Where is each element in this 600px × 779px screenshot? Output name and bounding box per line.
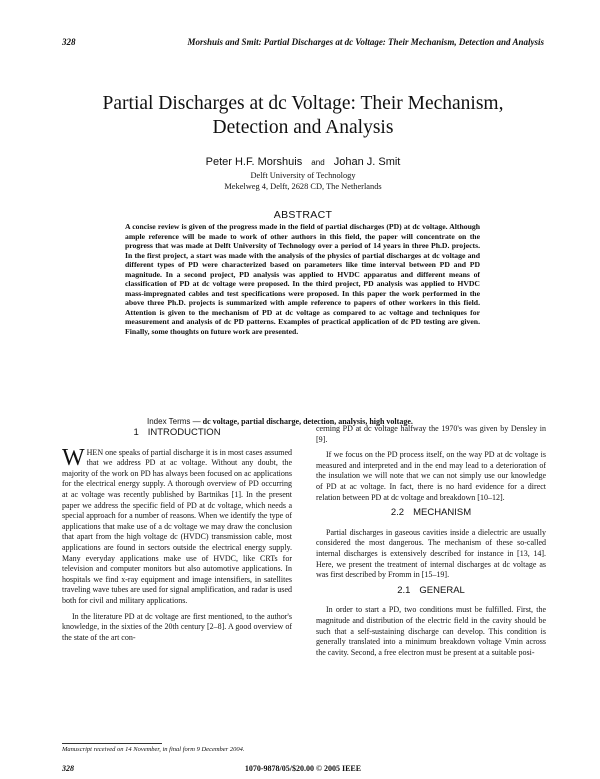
footnote: Manuscript received on 14 November, in final form 9 December 2004. <box>62 746 245 753</box>
paragraph: Partial discharges in gaseous cavities inside a dielectric are usually considered the most dangerous. The mechanism of these so-called internal discharges is extensively described for instance in [13, 14]. Here, we present the treatment of internal discharges at dc voltage as was first described by Fromm in [15–19]. <box>316 527 546 580</box>
paragraph <box>62 444 292 607</box>
paragraph: If we focus on the PD process itself, on the way PD at dc voltage is measured and interpreted and in the end may lead to a deterioration of the insulation we will note that we can not simply use our knowledge of PD at ac voltage. In fact, there is no hard evidence for a direct relation between PD at dc voltage and breakdown [10–12]. <box>316 450 546 502</box>
author-name: Johan J. Smit <box>333 156 401 168</box>
paragraph: cerning PD at dc voltage halfway the 1970's was given by Densley in [9]. <box>316 424 546 444</box>
running-title: Morshuis and Smit: Partial Discharges at dc Voltage: Their Mechanism, Detection and Analysis <box>187 37 544 47</box>
section-heading-introduction <box>62 428 292 439</box>
author-conjunction: and <box>311 158 325 167</box>
section-number: 2.1 <box>397 584 411 596</box>
section-title: INTRODUCTION <box>147 427 221 438</box>
paper-title <box>62 92 544 140</box>
affiliation-line-1: Delft University of Technology <box>250 171 356 180</box>
paragraph: In order to start a PD, two conditions must be fulfilled. First, the magnitude and distribution of the electric field in the cavity should be such that a self-sustaining discharge can develop. This condition is generally translated into a minimum breakdown voltage Vmin across the cavity. Second, a free electron must be present at a suitable posi- <box>316 605 546 657</box>
right-column <box>316 424 546 663</box>
paragraph-text: HEN one speaks of partial discharge it is in most cases assumed that we address PD at ac voltage. Without any doubt, the majority of the work on PD has always been focused on ac applications for the electrical energy supply. A thorough overview of PD occurring at ac voltage was recently published by Bartnikas [1]. In the present paper we address the specific field of PD at dc voltage, which needs a special approach for a number of reasons. When we identify the type of applications that make use of a dc voltage we may draw the conclusion that apart from the high voltage dc (HVDC) transmission cable, most applications are found in sectors outside the electrical energy supply. Many everyday applications make use of HVDC, like CRTs for television and computer monitors but also automotive applications. In hospitals we find x-ray equipment and image intensifiers, in satellites traveling wave tubes are used for signal amplification, and radar is used both for civil and military applications. <box>62 447 292 605</box>
paragraph: In the literature PD at dc voltage are first mentioned, to the author's knowledge, in the sixties of the 20th century [2–8]. A good overview of the state of the art con- <box>62 611 292 642</box>
footer-issn: 1070-9878/05/$20.00 © 2005 IEEE <box>244 764 362 773</box>
index-terms-list: dc voltage, partial discharge, detection, analysis, high voltage. <box>202 417 413 426</box>
section-number: 2.2 <box>390 507 405 519</box>
section-number: 1 <box>133 427 139 438</box>
section-heading-general <box>316 586 546 597</box>
drop-cap: W <box>62 444 85 471</box>
section-title: MECHANISM <box>413 507 472 519</box>
abstract-heading: ABSTRACT <box>273 209 333 221</box>
section-heading-mechanism <box>316 508 546 519</box>
abstract-text: A concise review is given of the progress made in the field of partial discharges (PD) at dc voltage. Although ample reference will be made to work of other authors in this field, the paper will concentrate on the progress that was made at Delft University of Technology over a period of 14 years in three Ph.D. projects. In the first project, a start was made with the analysis of the physics of partial discharges at dc voltage and different types of PD were characterized based on parameters like time interval between PD and PD magnitude. In a second project, PD analysis was applied to HVDC apparatus and different means of classification of PD at dc voltage were proposed. In the third project, PD analysis was applied to HVDC mass-impregnated cables and test specifications were proposed. In this paper the work performed in the above three Ph.D. projects is summarized with ample reference to papers of other workers in this field. Attention is given to the mechanism of PD at dc voltage as compared to ac voltage and techniques for measurement and analysis of dc PD patterns. Examples of practical application of dc PD testing are given. Finally, some thoughts on future work are presented. <box>125 222 480 336</box>
author-name: Peter H.F. Morshuis <box>205 156 303 168</box>
section-title: GENERAL <box>419 584 465 596</box>
author-list <box>62 156 544 168</box>
footnote-rule <box>62 743 162 744</box>
affiliation <box>62 171 544 192</box>
index-terms-label: Index Terms — <box>147 417 201 426</box>
footer-page-number: 328 <box>62 764 74 773</box>
left-column <box>62 424 292 648</box>
title-line-1: Partial Discharges at dc Voltage: Their Mechanism, <box>102 93 504 114</box>
title-line-2: Detection and Analysis <box>212 117 394 138</box>
affiliation-line-2: Mekelweg 4, Delft, 2628 CD, The Netherlands <box>224 181 382 191</box>
header-page-number: 328 <box>62 37 76 47</box>
